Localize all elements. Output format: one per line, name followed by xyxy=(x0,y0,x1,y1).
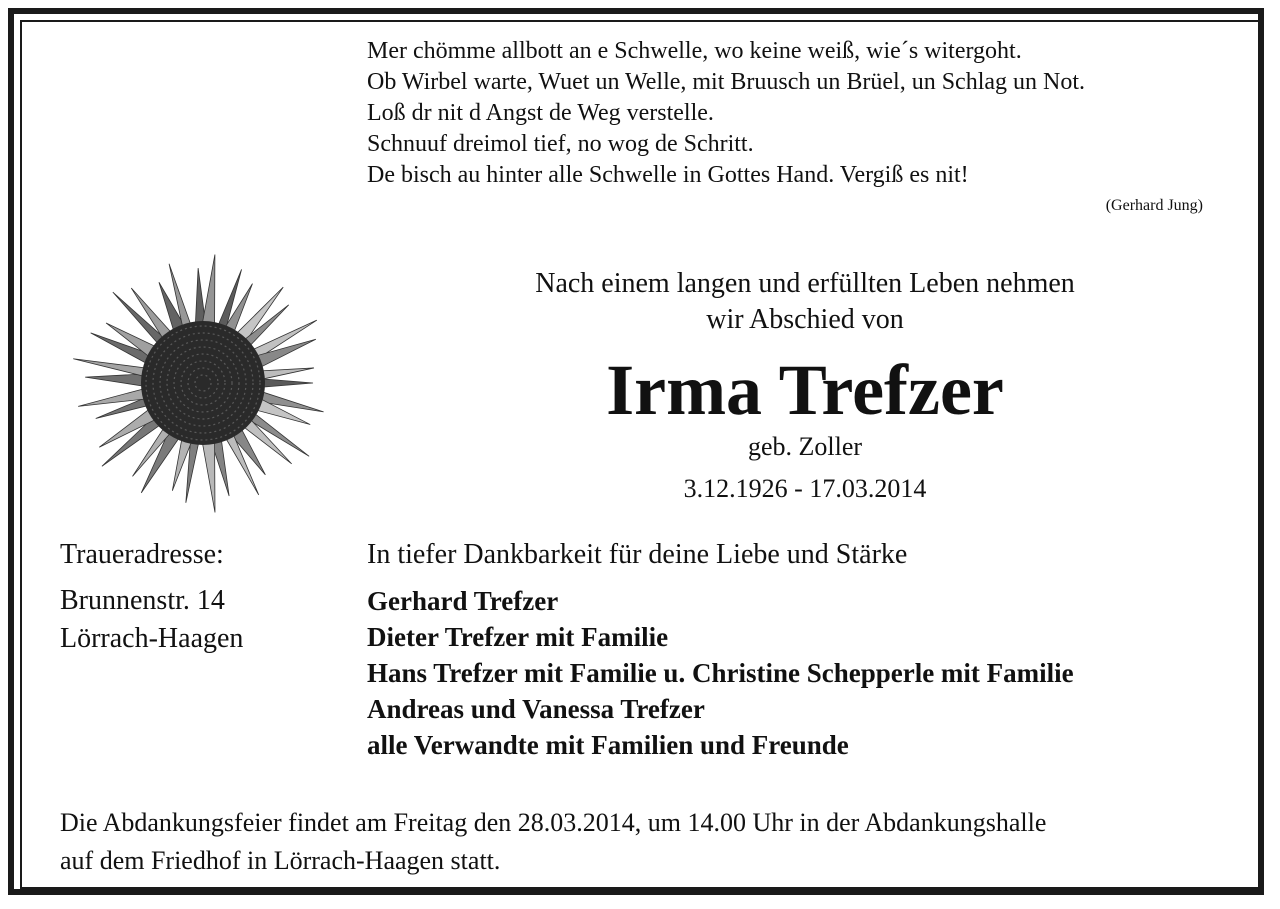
flower-petal xyxy=(258,379,313,388)
poem xyxy=(367,36,1237,191)
poem-line: De bisch au hinter alle Schwelle in Gottes Hand. Vergiß es nit! xyxy=(367,162,969,188)
flower-petal xyxy=(85,374,148,387)
mourning-address xyxy=(60,536,243,658)
flower-petal xyxy=(202,437,215,512)
service-line-1: Die Abdankungsfeier findet am Freitag den 28.03.2014, um 14.00 Uhr in der Abdankungshalle xyxy=(60,808,1047,837)
mourners-list xyxy=(367,583,1074,763)
birth-name: geb. Zoller xyxy=(747,432,863,461)
poem-author: (Gerhard Jung) xyxy=(1105,197,1203,214)
address-city: Lörrach-Haagen xyxy=(60,623,244,654)
mourner: Gerhard Trefzer xyxy=(367,586,559,616)
address-street: Brunnenstr. 14 xyxy=(60,585,225,616)
poem-line: Mer chömme allbott an e Schwelle, wo keine weiß, wie´s witergoht. xyxy=(367,38,1022,64)
intro-line-1: Nach einem langen und erfüllten Leben nehmen xyxy=(535,268,1075,299)
poem-line: Schnuuf dreimol tief, no wog de Schritt. xyxy=(367,131,754,157)
flower-petal xyxy=(73,359,150,378)
mourner: alle Verwandte mit Familien und Freunde xyxy=(367,730,849,760)
mourner: Dieter Trefzer mit Familie xyxy=(367,622,669,652)
poem-line: Ob Wirbel warte, Wuet un Welle, mit Bruusch un Brüel, un Schlag un Not. xyxy=(367,69,1086,95)
service-line-2: auf dem Friedhof in Lörrach-Haagen statt. xyxy=(60,846,501,875)
poem-line: Loß dr nit d Angst de Weg verstelle. xyxy=(367,100,714,126)
sunflower-icon xyxy=(68,253,338,518)
flower-petal xyxy=(202,255,215,329)
intro-text xyxy=(470,266,1140,338)
intro-line-2: wir Abschied von xyxy=(706,304,904,335)
thanks-line: In tiefer Dankbarkeit für deine Liebe und Stärke xyxy=(367,539,908,570)
mourner: Hans Trefzer mit Familie u. Christine Schepperle mit Familie xyxy=(367,658,1074,688)
flower-petal xyxy=(257,368,314,380)
address-label: Traueradresse: xyxy=(60,539,224,570)
mourner: Andreas und Vanessa Trefzer xyxy=(367,694,705,724)
deceased-name: Irma Trefzer xyxy=(606,350,1004,430)
service-notice xyxy=(60,804,1240,880)
life-dates: 3.12.1926 - 17.03.2014 xyxy=(683,474,927,503)
